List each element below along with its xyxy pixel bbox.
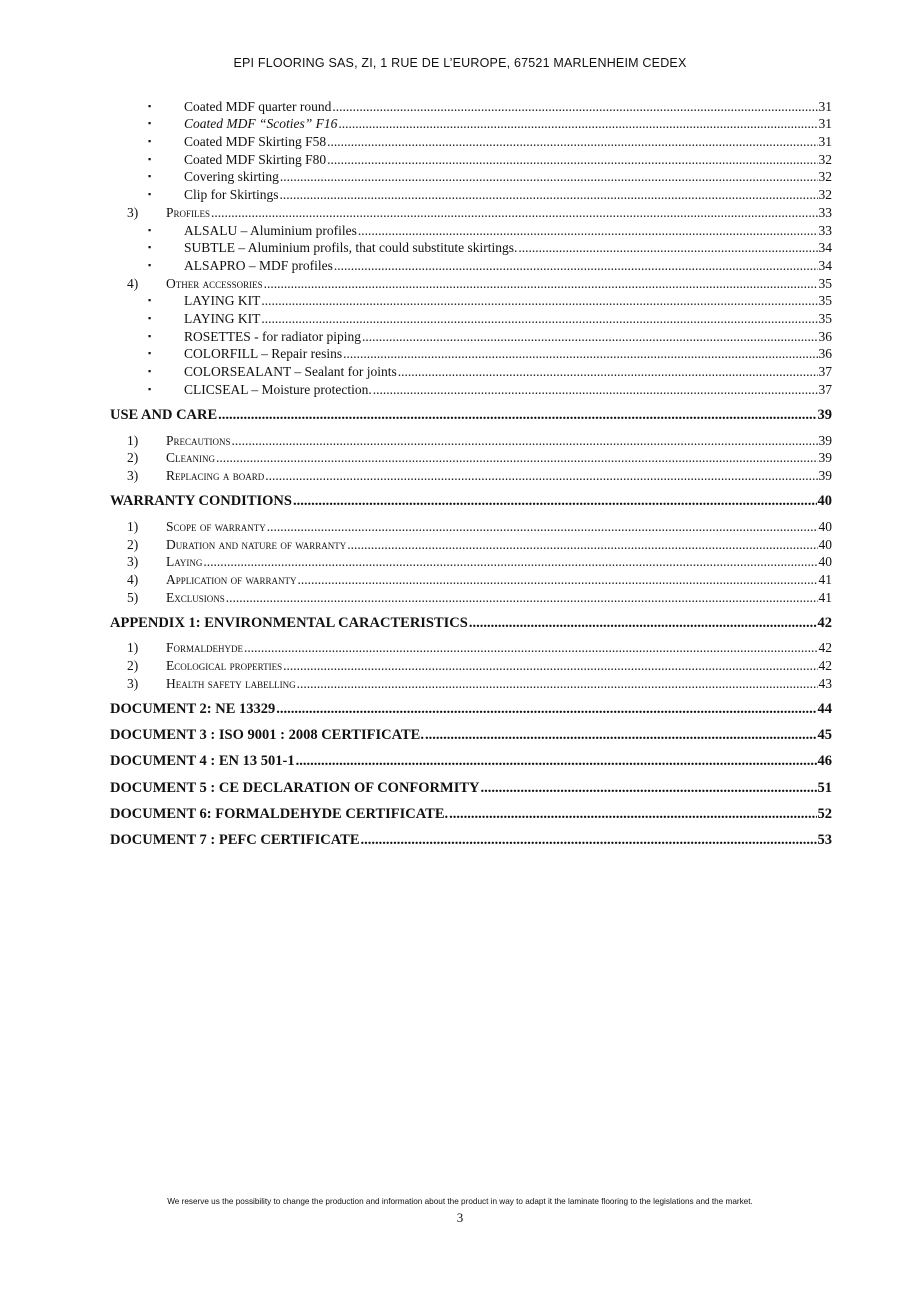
toc-heading[interactable]: [110, 778, 832, 796]
bullet-icon: ▪: [148, 312, 152, 323]
toc-section[interactable]: [110, 202, 832, 220]
toc-title: LAYING KIT: [184, 293, 261, 309]
toc-title: ROSETTES - for radiator piping: [184, 328, 361, 344]
toc-section[interactable]: [110, 638, 832, 656]
toc-title: Coated MDF “Scoties” F16: [184, 116, 338, 132]
table-of-contents: [110, 96, 832, 855]
toc-leader-dots: [280, 187, 818, 202]
toc-page-number: 40: [818, 518, 832, 534]
toc-page-number: 39: [817, 406, 832, 423]
toc-title: WARRANTY CONDITIONS: [110, 493, 292, 510]
toc-title: Precautions: [166, 432, 231, 448]
toc-number: 3): [127, 204, 139, 220]
toc-page-number: 37: [818, 381, 832, 397]
toc-page-number: 32: [818, 151, 832, 167]
toc-title: ALSAPRO – MDF profiles: [184, 257, 333, 273]
toc-leader-dots: [297, 676, 818, 691]
toc-title: Covering skirting: [184, 169, 279, 185]
toc-section[interactable]: [110, 655, 832, 673]
bullet-icon: ▪: [148, 348, 152, 359]
toc-leader-dots: [425, 728, 817, 743]
toc-page-number: 40: [817, 493, 832, 510]
toc-number: 3): [127, 467, 139, 483]
toc-item[interactable]: [110, 344, 832, 362]
toc-leader-dots: [267, 519, 818, 534]
toc-page-number: 32: [818, 169, 832, 185]
toc-page-number: 35: [818, 310, 832, 326]
toc-section[interactable]: [110, 516, 832, 534]
toc-title: DOCUMENT 7 : PEFC CERTIFICATE: [110, 831, 360, 848]
bullet-icon: ▪: [148, 259, 152, 270]
toc-title: APPENDIX 1: ENVIRONMENTAL CARACTERISTICS: [110, 614, 468, 631]
page-number: 3: [456, 1210, 464, 1225]
toc-item[interactable]: [110, 149, 832, 167]
toc-item[interactable]: [110, 326, 832, 344]
bullet-icon: ▪: [148, 189, 152, 200]
toc-number: 2): [127, 536, 139, 552]
toc-title: Application of warranty: [166, 571, 297, 587]
toc-page-number: 44: [817, 701, 832, 717]
toc-section[interactable]: [110, 430, 832, 448]
toc-title: ALSALU – Aluminium profiles: [184, 222, 357, 238]
toc-leader-dots: [334, 258, 818, 273]
toc-heading[interactable]: [110, 804, 832, 822]
toc-item[interactable]: [110, 255, 832, 273]
toc-page-number: 36: [818, 328, 832, 344]
toc-title: DOCUMENT 4 : EN 13 501-1: [110, 753, 295, 770]
bullet-icon: ▪: [148, 242, 152, 253]
toc-leader-dots: [280, 169, 818, 184]
toc-item[interactable]: [110, 114, 832, 132]
toc-page-number: 31: [818, 98, 832, 114]
toc-heading[interactable]: [110, 751, 832, 769]
toc-leader-dots: [232, 433, 818, 448]
bullet-icon: ▪: [148, 295, 152, 306]
toc-item[interactable]: [110, 167, 832, 185]
toc-leader-dots: [398, 364, 818, 379]
toc-title: LAYING KIT: [184, 310, 261, 326]
toc-page-number: 31: [818, 134, 832, 150]
toc-item[interactable]: [110, 308, 832, 326]
toc-number: 4): [127, 275, 139, 291]
toc-leader-dots: [264, 276, 818, 291]
toc-section[interactable]: [110, 448, 832, 466]
toc-page-number: 40: [818, 554, 832, 570]
toc-title: Coated MDF Skirting F80: [184, 151, 327, 167]
toc-leader-dots: [244, 640, 817, 655]
toc-page-number: 43: [818, 675, 832, 691]
bullet-icon: ▪: [148, 366, 152, 376]
toc-leader-dots: [296, 754, 817, 769]
toc-title: Formaldehyde: [166, 640, 244, 656]
toc-page-number: 45: [817, 727, 832, 744]
toc-number: 2): [127, 450, 139, 466]
toc-leader-dots: [347, 537, 817, 552]
toc-title: COLORFILL – Repair resins: [184, 346, 343, 362]
toc-title: Exclusions: [166, 589, 225, 605]
toc-leader-dots: [373, 382, 818, 397]
toc-item[interactable]: [110, 291, 832, 309]
toc-leader-dots: [332, 99, 817, 114]
toc-leader-dots: [283, 658, 817, 673]
toc-title: Ecological properties: [166, 658, 283, 674]
toc-page-number: 39: [818, 432, 832, 448]
toc-title: Profiles: [166, 204, 211, 220]
bullet-icon: ▪: [148, 118, 152, 129]
toc-item[interactable]: [110, 220, 832, 238]
toc-number: 2): [127, 658, 139, 674]
page-header: EPI FLOORING SAS, ZI, 1 RUE DE L’EUROPE, 67521 MARLENHEIM CEDEX: [233, 56, 687, 70]
toc-heading[interactable]: [110, 405, 832, 423]
toc-page-number: 33: [818, 204, 832, 220]
toc-page-number: 41: [818, 589, 832, 605]
toc-title: COLORSEALANT – Sealant for joints: [184, 364, 397, 379]
toc-section[interactable]: [110, 534, 832, 552]
toc-number: 1): [127, 518, 139, 534]
toc-page-number: 34: [818, 240, 832, 256]
toc-leader-dots: [298, 572, 818, 587]
toc-page-number: 39: [818, 467, 832, 483]
toc-leader-dots: [261, 311, 817, 326]
toc-title: DOCUMENT 6: FORMALDEHYDE CERTIFICATE.: [110, 805, 449, 822]
toc-page-number: 31: [818, 116, 832, 132]
toc-number: 1): [127, 640, 139, 656]
toc-number: 5): [127, 589, 139, 605]
toc-page-number: 37: [818, 364, 832, 379]
toc-page-number: 46: [817, 753, 832, 770]
toc-leader-dots: [261, 293, 817, 308]
toc-item[interactable]: [110, 131, 832, 149]
toc-leader-dots: [469, 616, 817, 631]
toc-page-number: 32: [818, 187, 832, 203]
toc-leader-dots: [265, 468, 817, 483]
toc-leader-dots: [327, 134, 817, 149]
toc-title: Laying: [166, 554, 203, 570]
page-footer: We reserve us the possibility to change the production and information about the product in way to adapt it the laminate flooring to the legislations and the market.: [167, 1197, 753, 1206]
toc-heading[interactable]: [110, 491, 832, 509]
toc-section[interactable]: [110, 273, 832, 291]
toc-section[interactable]: [110, 569, 832, 587]
toc-leader-dots: [358, 223, 818, 238]
toc-title: USE AND CARE: [110, 406, 218, 423]
toc-title: Duration and nature of warranty: [166, 536, 347, 552]
bullet-icon: ▪: [148, 136, 152, 147]
toc-section[interactable]: [110, 465, 832, 483]
toc-leader-dots: [203, 554, 817, 569]
toc-number: 3): [127, 675, 139, 691]
toc-title: Replacing a board: [166, 467, 265, 483]
toc-page-number: 36: [818, 346, 832, 362]
toc-title: Coated MDF quarter round: [184, 98, 332, 114]
bullet-icon: ▪: [148, 330, 152, 341]
toc-leader-dots: [226, 590, 818, 605]
toc-page-number: 35: [818, 275, 832, 291]
bullet-icon: ▪: [148, 383, 152, 394]
bullet-icon: ▪: [148, 171, 152, 182]
toc-number: 3): [127, 554, 139, 570]
toc-leader-dots: [481, 781, 817, 796]
toc-title: Clip for Skirtings: [184, 187, 279, 203]
toc-item[interactable]: [110, 238, 832, 256]
toc-leader-dots: [211, 205, 817, 220]
toc-page-number: 53: [817, 831, 832, 848]
toc-item[interactable]: [110, 96, 832, 114]
toc-page-number: 39: [818, 450, 832, 466]
toc-number: 1): [127, 432, 139, 448]
toc-title: Coated MDF Skirting F58: [184, 134, 327, 150]
toc-title: DOCUMENT 5 : CE DECLARATION OF CONFORMITY: [110, 779, 480, 796]
toc-heading[interactable]: [110, 725, 832, 743]
toc-page-number: 42: [818, 640, 832, 656]
toc-leader-dots: [518, 240, 817, 255]
toc-heading[interactable]: [110, 613, 832, 631]
toc-page-number: 41: [818, 571, 832, 587]
toc-item[interactable]: [110, 184, 832, 202]
toc-page-number: 40: [818, 536, 832, 552]
toc-leader-dots: [338, 116, 817, 131]
toc-heading[interactable]: [110, 699, 832, 717]
toc-heading[interactable]: [110, 830, 832, 848]
toc-title: CLICSEAL – Moisture protection.: [184, 381, 372, 397]
toc-page-number: 33: [818, 222, 832, 238]
bullet-icon: ▪: [148, 153, 152, 164]
toc-title: Scope of warranty: [166, 518, 266, 534]
toc-page-number: 34: [818, 257, 832, 273]
toc-title: DOCUMENT 2: NE 13329: [110, 701, 276, 717]
toc-page-number: 42: [818, 658, 832, 674]
toc-item[interactable]: [110, 379, 832, 397]
toc-leader-dots: [327, 152, 817, 167]
toc-section[interactable]: [110, 587, 832, 605]
toc-title: Health safety labelling: [166, 675, 296, 691]
toc-leader-dots: [216, 450, 818, 465]
toc-leader-dots: [276, 702, 816, 717]
bullet-icon: ▪: [148, 224, 152, 235]
toc-title: Cleaning: [166, 450, 215, 466]
toc-title: Other accessories: [166, 275, 263, 291]
toc-leader-dots: [362, 329, 818, 344]
toc-page-number: 51: [817, 779, 832, 796]
toc-section[interactable]: [110, 673, 832, 691]
toc-leader-dots: [449, 807, 816, 822]
toc-page-number: 35: [818, 293, 832, 309]
toc-title: DOCUMENT 3 : ISO 9001 : 2008 CERTIFICATE.: [110, 727, 424, 744]
toc-page-number: 52: [817, 805, 832, 822]
toc-leader-dots: [343, 346, 817, 361]
bullet-icon: ▪: [148, 100, 152, 111]
toc-leader-dots: [361, 833, 817, 848]
toc-leader-dots: [218, 408, 816, 423]
toc-number: 4): [127, 571, 139, 587]
toc-title: SUBTLE – Aluminium profils, that could substitute skirtings.: [184, 240, 518, 256]
toc-page-number: 42: [817, 614, 832, 631]
toc-item[interactable]: [110, 361, 832, 379]
toc-section[interactable]: [110, 552, 832, 570]
toc-leader-dots: [293, 494, 817, 509]
